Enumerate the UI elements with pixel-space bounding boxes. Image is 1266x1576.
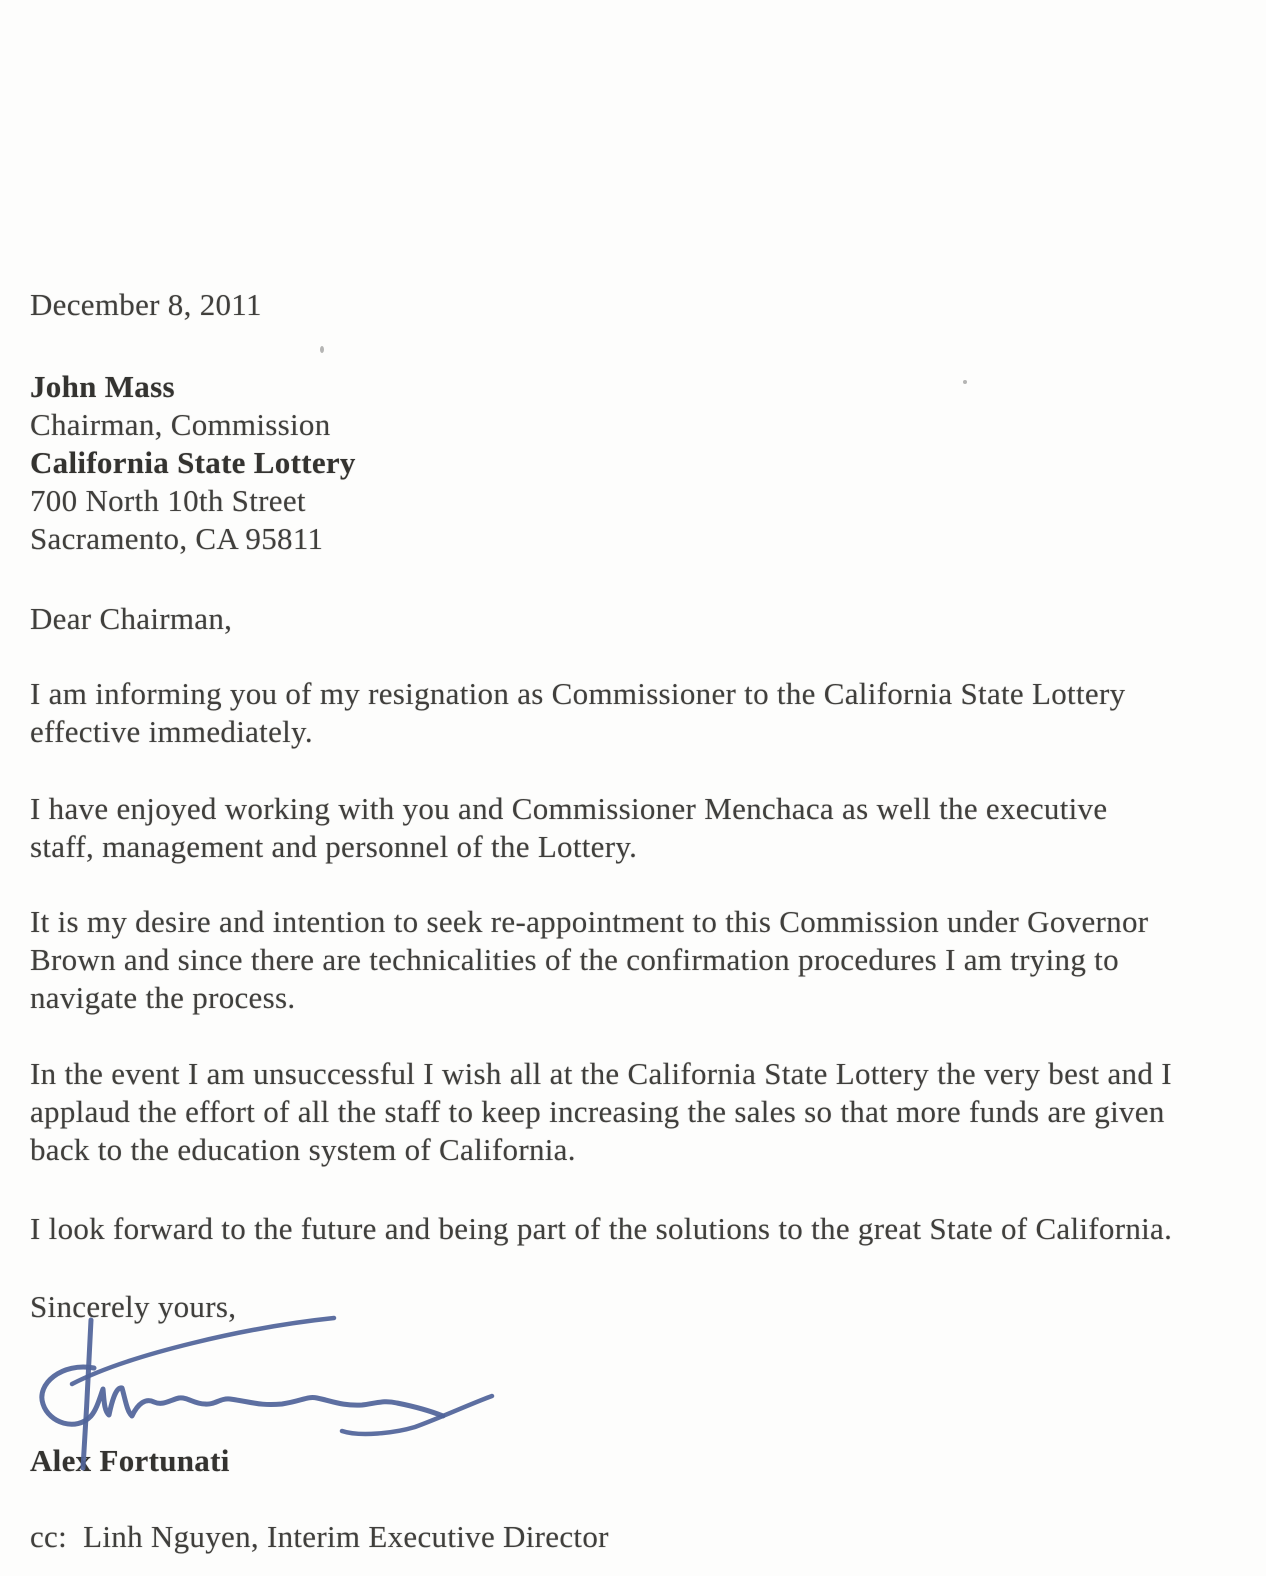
recipient-title: Chairman, Commission [30,407,331,442]
letter-date: December 8, 2011 [30,287,262,322]
scan-speckle [963,380,967,384]
recipient-organization: California State Lottery [30,445,356,480]
paragraph-4 [30,1055,1246,1169]
paragraph-line: effective immediately. [30,714,313,749]
paragraph-line: Brown and since there are technicalities of the confirmation procedures I am trying to [30,942,1119,977]
paragraph-line: applaud the effort of all the staff to keep increasing the sales so that more funds are given [30,1094,1165,1129]
signer-name: Alex Fortunati [30,1443,230,1478]
paragraph-line: I am informing you of my resignation as Commissioner to the California State Lottery [30,676,1126,711]
paragraph-2 [30,790,1246,866]
salutation: Dear Chairman, [30,601,233,636]
paragraph-line: I look forward to the future and being part of the solutions to the great State of California. [30,1211,1173,1246]
paragraph-1 [30,675,1246,751]
paragraph-line: In the event I am unsuccessful I wish all at the California State Lottery the very best and I [30,1056,1172,1091]
recipient-city-state-zip: Sacramento, CA 95811 [30,521,324,556]
recipient-address-block [30,368,1246,558]
recipient-name: John Mass [30,369,175,404]
recipient-street: 700 North 10th Street [30,483,306,518]
paragraph-line: I have enjoyed working with you and Commissioner Menchaca as well the executive [30,791,1108,826]
paragraph-line: back to the education system of California. [30,1132,576,1167]
scan-speckle [320,346,324,353]
closing-salutation: Sincerely yours, [30,1289,237,1324]
paragraph-line: navigate the process. [30,980,296,1015]
paragraph-5 [30,1210,1246,1248]
paragraph-line: staff, management and personnel of the Lottery. [30,829,638,864]
paragraph-line: It is my desire and intention to seek re-appointment to this Commission under Governor [30,904,1149,939]
paragraph-3 [30,903,1246,1017]
cc-line: cc: Linh Nguyen, Interim Executive Director [30,1519,609,1554]
